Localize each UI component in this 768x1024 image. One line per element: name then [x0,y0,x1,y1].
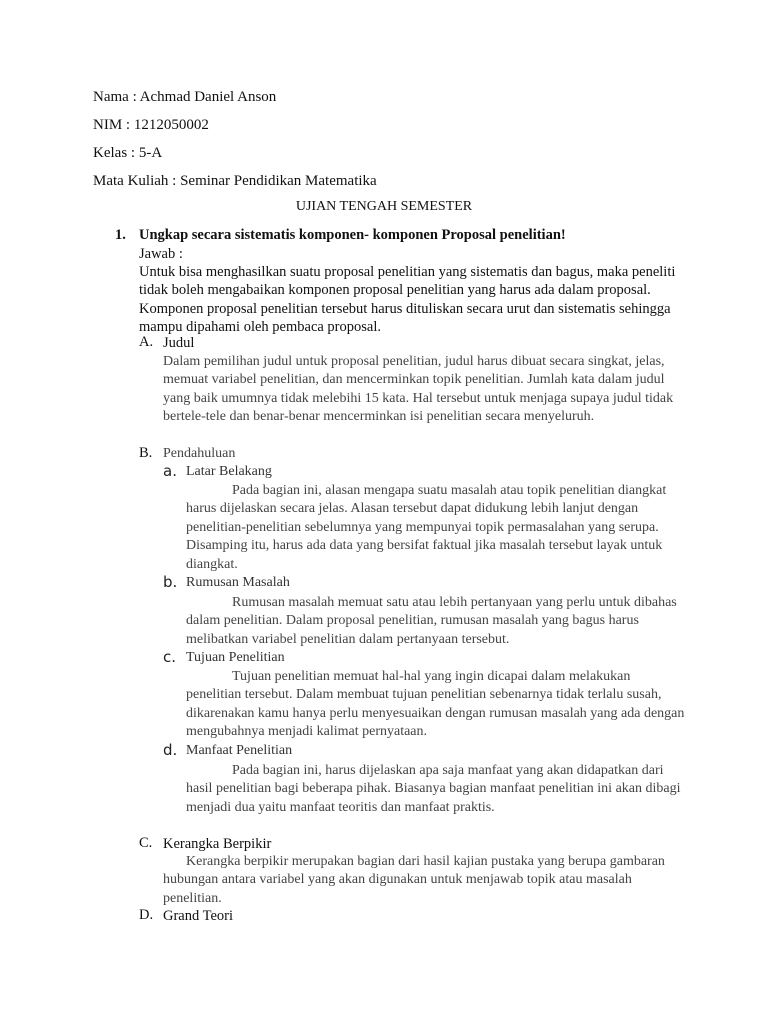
sub-d-marker: d. [163,741,178,759]
sub-b-body: Rumusan masalah memuat satu atau lebih pertanyaan yang perlu untuk dibahas dalam penelitian. Dalam proposal penelitian, rumusan masalah yang bagus harus melibatkan variabel penelitian dalam pertanyaan tersebut. [186,595,677,647]
course-name: Mata Kuliah : Seminar Pendidikan Matematika [93,173,377,189]
section-c-body: Kerangka berpikir merupakan bagian dari hasil kajian pustaka yang berupa gambaran hubungan antara variabel yang akan digunakan untuk menjawab topik atau masalah penelitian. [163,854,665,906]
sub-b-title: Rumusan Masalah [186,575,290,590]
sub-c-title: Tujuan Penelitian [186,650,285,665]
section-a-title: Judul [163,335,195,351]
sub-a-title: Latar Belakang [186,464,272,479]
sub-a-body: Pada bagian ini, alasan mengapa suatu masalah atau topik penelitian diangkat harus dijelaskan secara jelas. Alasan tersebut dapat didukung lebih lanjut dengan penelitian-penelitian sebelumnya yang mempunyai topik permasalahan yang serupa. Disamping itu, harus ada data yang bersifat faktual jika masalah tersebut layak untuk diangkat. [186,483,667,572]
student-name: Nama : Achmad Daniel Anson [93,89,277,105]
sub-d-title: Manfaat Penelitian [186,743,293,758]
section-b-title: Pendahuluan [163,446,236,461]
section-a-marker: A. [139,334,154,350]
section-c-marker: C. [139,835,153,851]
section-d-marker: D. [139,907,154,923]
exam-title: UJIAN TENGAH SEMESTER [295,199,473,214]
sub-c-marker: c. [163,648,177,666]
sub-d-body: Pada bagian ini, harus dijelaskan apa saja manfaat yang akan didapatkan dari hasil penelitian bagi beberapa pihak. Biasanya bagian manfaat penelitian ini akan dibagi menjadi dua yaitu manfaat teoritis dan manfaat praktis. [186,763,681,815]
answer-intro: Untuk bisa menghasilkan suatu proposal penelitian yang sistematis dan bagus, maka peneliti tidak boleh mengabaikan komponen proposal penelitian yang harus ada dalam proposal. Komponen proposal penelitian tersebut harus dituliskan secara urut dan sistematis sehingga mampu dipahami oleh pembaca proposal. [139,264,676,336]
sub-a-marker: a. [163,462,177,480]
section-b-marker: B. [139,445,153,461]
answer-label: Jawab : [139,246,183,262]
sub-b-marker: b. [163,573,178,591]
student-nim: NIM : 1212050002 [93,117,209,133]
section-d-title: Grand Teori [163,908,233,924]
question-number: 1. [115,227,126,243]
sub-c-body: Tujuan penelitian memuat hal-hal yang ingin dicapai dalam melakukan penelitian tersebut. Dalam membuat tujuan penelitian sebenarnya tidak terlalu susah, dikarenakan kamu hanya perlu menyesuaikan dengan rumusan masalah yang ada dengan mengubahnya menjadi kalimat pernyataan. [186,669,685,740]
section-c-title: Kerangka Berpikir [163,836,272,852]
student-class: Kelas : 5-A [93,145,163,161]
section-a-body: Dalam pemilihan judul untuk proposal penelitian, judul harus dibuat secara singkat, jelas, memuat variabel penelitian, dan mencerminkan topik penelitian. Jumlah kata dalam judul yang baik umumnya tidak melebihi 15 kata. Hal tersebut untuk menjaga supaya judul tidak bertele-tele dan benar-benar mencerminkan isi penelitian secara menyeluruh. [163,354,674,425]
question-text: Ungkap secara sistematis komponen- komponen Proposal penelitian! [139,227,566,243]
